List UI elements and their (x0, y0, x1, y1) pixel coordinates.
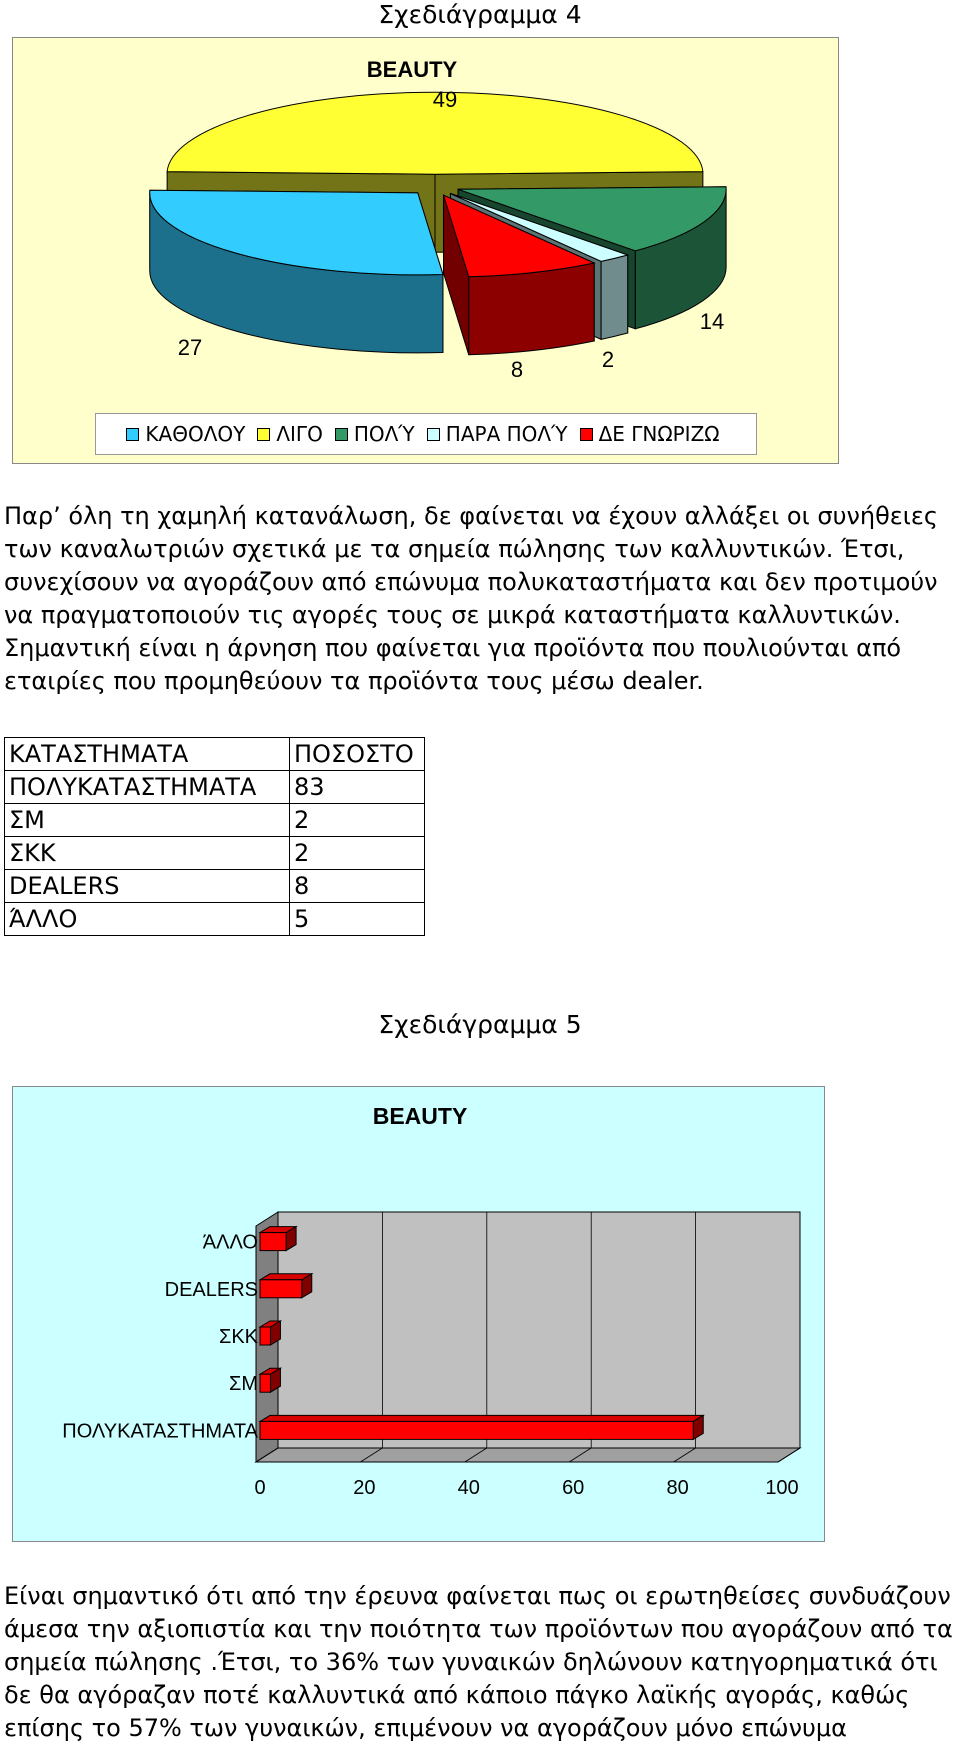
pie-value-label: 27 (177, 335, 203, 360)
legend-label: ΔΕ ΓΝΩΡΙΖΩ (598, 422, 720, 446)
pie-value-label: 8 (510, 357, 524, 382)
table-header-cell: ΠΟΣΟΣΤΟ (290, 738, 425, 771)
pie-chart-title: BEAUTY (366, 57, 458, 82)
paragraph2-line: σημεία πώλησης .Έτσι, το 36% των γυναικών δηλώνουν κατηγορηματικά ότι (4, 1648, 938, 1676)
paragraph1-line: των καναλωτριών σχετικά με τα σημεία πώλησης των καλλυντικών. Έτσι, (4, 535, 905, 563)
table-cell: DEALERS (5, 870, 290, 903)
table-cell: 5 (290, 903, 425, 936)
table-cell: ΆΛΛΟ (5, 903, 290, 936)
table-cell: ΠΟΛΥΚΑΤΑΣΤΗΜΑΤΑ (5, 771, 290, 804)
paragraph2-line: άμεσα την αξιοπιστία και την ποιότητα των προϊόντων που αγοράζουν από τα (4, 1615, 953, 1643)
bar-σμ (260, 1374, 270, 1392)
bar-category-label: ΆΛΛΟ (202, 1231, 258, 1254)
bar-category-label: ΣΜ (228, 1373, 258, 1396)
paragraph1-line: συνεχίσουν να αγοράζουν από επώνυμα πολυκαταστήματα και δεν προτιμούν (4, 568, 938, 596)
table-cell: 8 (290, 870, 425, 903)
table-cell: ΣΚΚ (5, 837, 290, 870)
paragraph-reliability (4, 1580, 956, 1745)
paragraph1-line: Παρ’ όλη τη χαμηλή κατανάλωση, δε φαίνεται να έχουν αλλάξει οι συνήθειες (4, 502, 938, 530)
bar-chart-plot-area (278, 1212, 800, 1448)
bar-πολυκαταστηματα (260, 1421, 693, 1439)
table-cell: 2 (290, 804, 425, 837)
bar-x-tick-label: 0 (254, 1477, 266, 1499)
bar-top-face (260, 1415, 703, 1421)
bar-x-tick-label: 20 (353, 1477, 376, 1499)
bar-x-tick-label: 40 (457, 1477, 480, 1499)
bar-x-tick-label: 60 (562, 1477, 585, 1499)
table-cell: 83 (290, 771, 425, 804)
bar-x-tick-label: 80 (666, 1477, 689, 1499)
paragraph1-line: εταιρίες που προμηθεύουν τα προϊόντα τους μέσω dealer. (4, 667, 704, 695)
paragraph2-line: επίσης το 57% των γυναικών, επιμένουν να αγοράζουν μόνο επώνυμα (4, 1714, 847, 1742)
bar-σκκ (260, 1327, 270, 1345)
legend-label: ΠΑΡΑ ΠΟΛΎ (445, 422, 568, 446)
paragraph2-line: Είναι σημαντικό ότι από την έρευνα φαίνεται πως οι ερωτηθείσες συνδυάζουν (4, 1582, 951, 1610)
bar-άλλο (260, 1233, 286, 1251)
legend-label: ΚΑΘΟΛΟΥ (145, 422, 246, 446)
bar-category-label: ΠΟΛΥΚΑΤΑΣΤΗΜΑΤΑ (62, 1420, 258, 1443)
bar-category-label: ΣΚΚ (218, 1326, 258, 1348)
paragraph1-line: να πραγματοποιούν τις αγορές τους σε μικρά καταστήματα καλλυντικών. (4, 601, 901, 629)
bar-chart-title: BEAUTY (372, 1103, 468, 1129)
paragraph2-line: δε θα αγόραζαν ποτέ καλλυντικά από κάποιο πάγκο λαϊκής αγοράς, καθώς (4, 1681, 910, 1709)
bar-x-tick-label: 100 (765, 1477, 799, 1499)
pie-value-label: 49 (432, 87, 458, 112)
figure-caption-5: Σχεδιάγραμμα 5 (378, 1010, 582, 1039)
paragraph1-line: Σημαντική είναι η άρνηση που φαίνεται για προϊόντα που πουλιούνται από (4, 634, 902, 662)
pie-value-label: 2 (601, 347, 615, 372)
legend-label: ΠΟΛΎ (353, 422, 415, 446)
table-cell: ΣΜ (5, 804, 290, 837)
bar-category-label: DEALERS (164, 1278, 258, 1301)
table-header-cell: ΚΑΤΑΣΤΗΜΑΤΑ (5, 738, 290, 771)
bar-chart-floor (256, 1448, 800, 1462)
bar-dealers (260, 1280, 302, 1298)
table-cell: 2 (290, 837, 425, 870)
legend-label: ΛΙΓΟ (276, 422, 323, 446)
figure-caption-4: Σχεδιάγραμμα 4 (378, 0, 582, 29)
pie-value-label: 14 (699, 309, 725, 334)
